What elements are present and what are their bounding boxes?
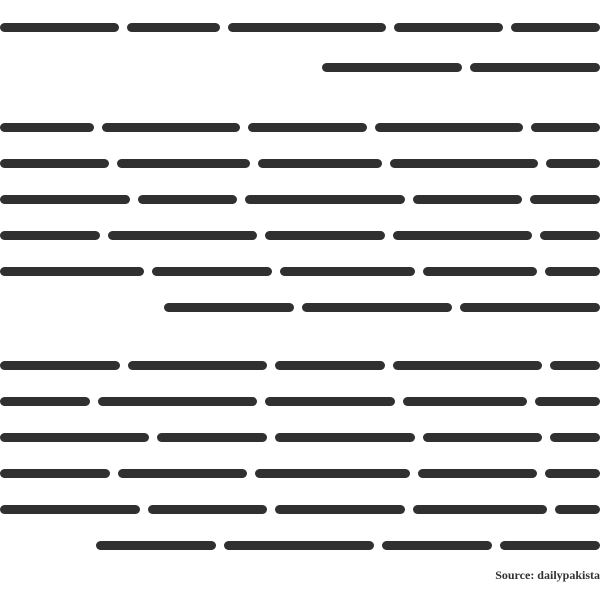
text-line [0,350,600,380]
text-line [0,148,600,178]
text-line [90,530,600,560]
text-line [0,256,600,286]
text-line [0,458,600,488]
text-line [0,220,600,250]
text-line [0,184,600,214]
text-line [0,386,600,416]
text-line [150,292,600,322]
text-line [300,52,600,82]
text-line [0,112,600,142]
text-line [0,12,600,42]
source-text: Source: dailypakista [495,567,600,582]
source-caption [495,566,600,584]
text-line [0,422,600,452]
text-line [0,494,600,524]
